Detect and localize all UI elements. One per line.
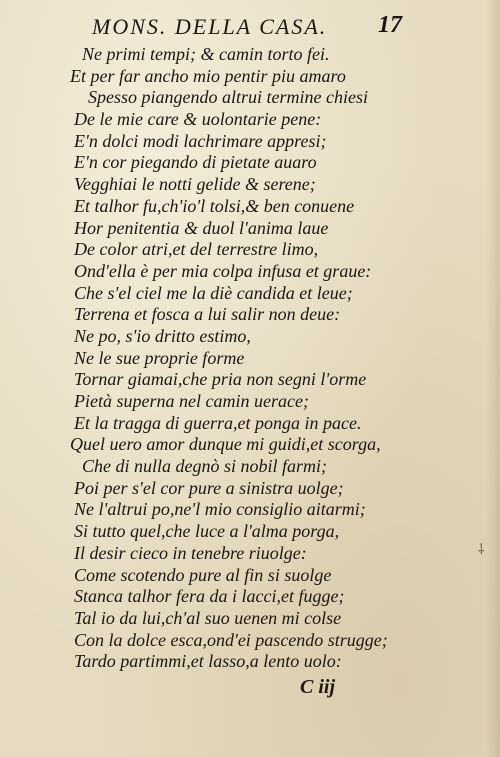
running-head	[0, 14, 500, 42]
verse-line: Spesso piangendo altrui termine chiesi	[88, 87, 368, 108]
verse-line: Pietà superna nel camin uerace;	[74, 391, 309, 411]
verse-line: Come scotendo pure al fin si suolge	[74, 564, 332, 585]
verse-line: Quel uero amor dunque mi guidi,et scorga,	[70, 434, 381, 455]
running-head-title: MONS. DELLA CASA.	[92, 14, 328, 39]
margin-flourish-icon: ⸸	[478, 543, 485, 558]
verse-line: Ne le sue proprie forme	[74, 347, 245, 368]
verse-line: Ne l'altrui po,ne'l mio consiglio aitarmi;	[74, 499, 366, 520]
poem-text	[70, 44, 490, 673]
verse-line: Ne primi tempi; & camin torto fei.	[82, 44, 330, 64]
verse-line: Che s'el ciel me la diè candida et leue;	[74, 282, 353, 303]
verse-line: Tardo partimmi,et lasso,a lento uolo:	[74, 651, 342, 672]
signature-mark: C iij	[300, 676, 336, 698]
verse-line: Che di nulla degnò si nobil farmi;	[82, 456, 327, 477]
verse-line: Il desir cieco in tenebre riuolge:	[74, 542, 307, 563]
verse-line: De le mie care & uolontarie pene:	[74, 109, 322, 130]
verse-line: Vegghiai le notti gelide & serene;	[74, 174, 316, 195]
verse-line: E'n cor piegando di pietate auaro	[74, 152, 317, 173]
verse-line: Et talhor fu,ch'io'l tolsi,& ben conuene	[74, 195, 355, 216]
verse-line: Tal io da lui,ch'al suo uenen mi colse	[74, 607, 342, 628]
verse-line: E'n dolci modi lachrimare appresi;	[74, 130, 327, 151]
verse-line: Terrena et fosca a lui salir non deue:	[74, 304, 341, 325]
verse-line: De color atri,et del terrestre limo,	[74, 239, 319, 260]
verse-line: Poi per s'el cor pure a sinistra uolge;	[74, 477, 344, 498]
verse-line: Hor penitentia & duol l'anima laue	[74, 217, 329, 238]
verse-line: Et per far ancho mio pentir piu amaro	[70, 65, 346, 86]
verse-line: Ond'ella è per mia colpa infusa et graue:	[74, 260, 372, 281]
verse-line: Et la tragga di guerra,et ponga in pace.	[74, 412, 362, 433]
verse-line: Con la dolce esca,ond'ei pascendo strugge;	[74, 629, 388, 650]
verse-line: Ne po, s'io dritto estimo,	[74, 325, 251, 346]
verse-line: Tornar giamai,che pria non segni l'orme	[74, 369, 367, 390]
verse-line: Si tutto quel,che luce a l'alma porga,	[74, 521, 340, 542]
page-number: 17	[378, 12, 402, 38]
verse-line: Stanca talhor fera da i lacci,et fugge;	[74, 586, 345, 607]
